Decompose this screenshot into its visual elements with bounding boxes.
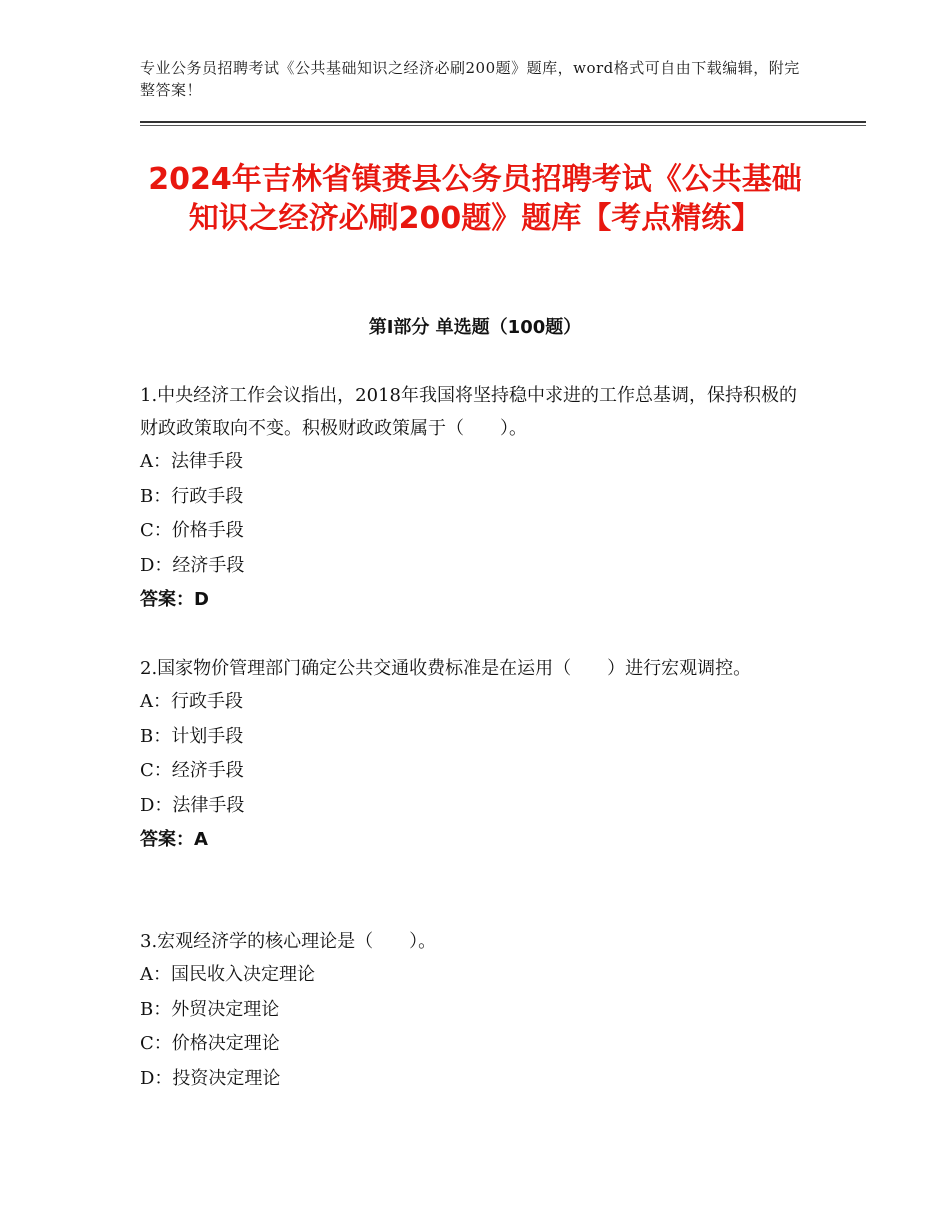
option-b: B：行政手段 (140, 485, 244, 507)
option-d: D：投资决定理论 (140, 1067, 281, 1089)
option-b: B：计划手段 (140, 725, 244, 747)
question-stem: 1.中央经济工作会议指出，2018年我国将坚持稳中求进的工作总基调，保持积极的财政政策取向不变。积极财政政策属于（ ）。 (140, 385, 797, 439)
option-c: C：价格手段 (140, 520, 244, 541)
question-stem: 3.宏观经济学的核心理论是（ ）。 (140, 931, 437, 952)
header-rule-thick (140, 121, 866, 123)
option-a: A：行政手段 (140, 691, 243, 712)
option-d: D：经济手段 (140, 554, 245, 576)
option-c: C：经济手段 (140, 760, 244, 781)
question-stem: 2.国家物价管理部门确定公共交通收费标准是在运用（ ）进行宏观调控。 (140, 658, 752, 679)
question-1 (140, 379, 800, 618)
question-3 (140, 925, 800, 1096)
header-rule-thin (140, 125, 866, 126)
option-c: C：价格决定理论 (140, 1033, 280, 1054)
answer: 答案：D (140, 589, 209, 610)
header-note: 专业公务员招聘考试《公共基础知识之经济必刷200题》题库，word格式可自由下载编辑，附完整答案！ (140, 59, 800, 99)
section-heading: 第Ⅰ部分 单选题（100题） (368, 317, 582, 338)
answer: 答案：A (140, 829, 208, 850)
option-a: A：法律手段 (140, 451, 243, 472)
option-b: B：外贸决定理论 (140, 998, 280, 1020)
option-a: A：国民收入决定理论 (140, 964, 315, 985)
question-2 (140, 652, 800, 858)
document-title: 2024年吉林省镇赉县公务员招聘考试《公共基础知识之经济必刷200题》题库【考点精练】 (148, 162, 802, 236)
option-d: D：法律手段 (140, 794, 245, 816)
